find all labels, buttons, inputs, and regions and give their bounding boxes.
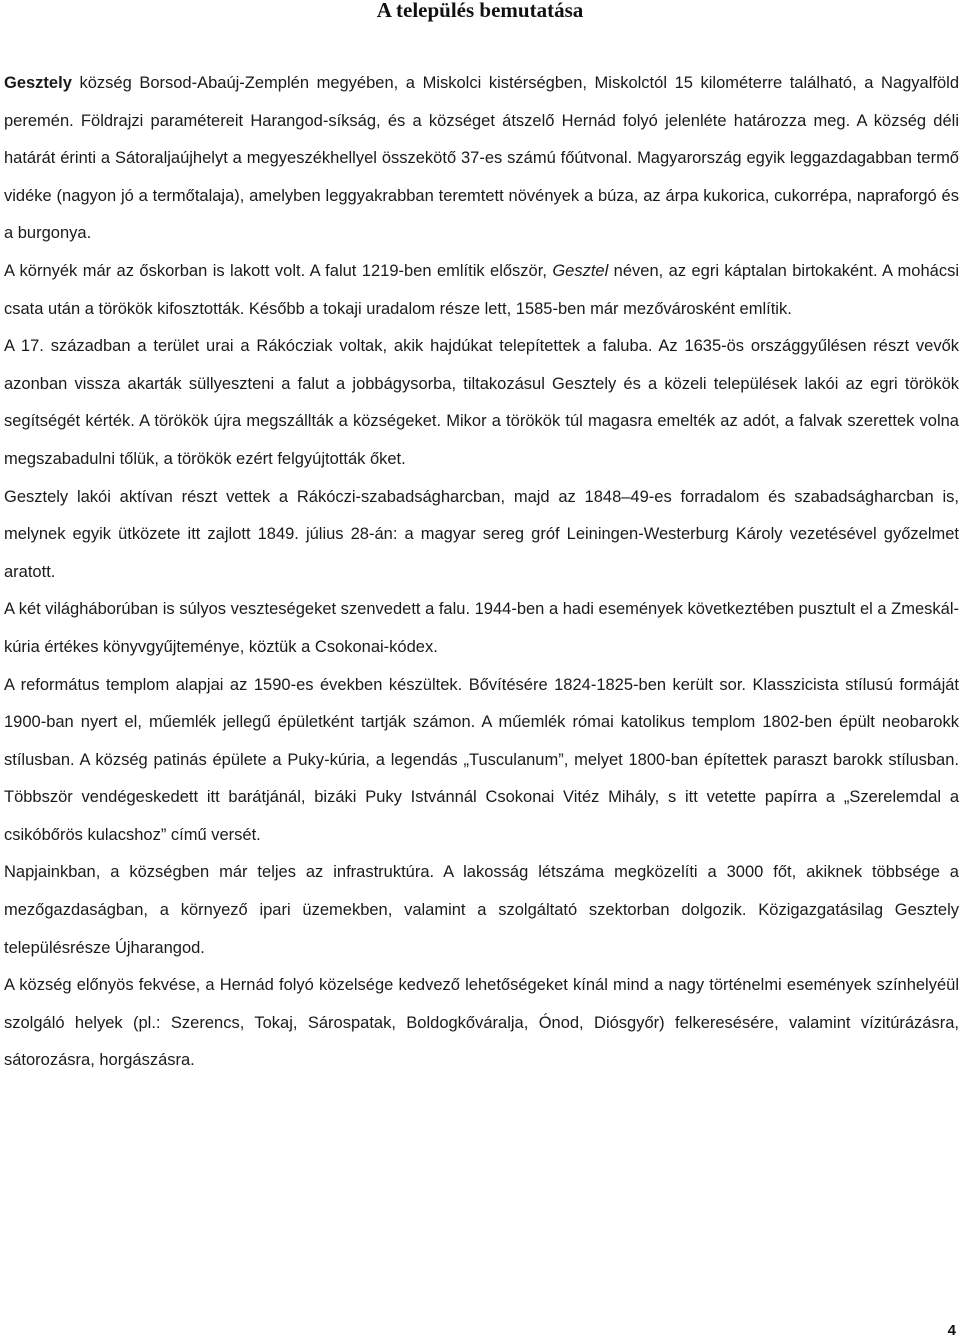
paragraph-intro-bold-lead: Gesztely [4,74,72,92]
paragraph-intro-text: község Borsod-Abaúj-Zemplén megyében, a Miskolci kistérségben, Miskolctól 15 kilométerre található, a Nagyalföld peremén. Földrajzi paramétereit Harangod-síkság, és a községet átszelő Hernád folyó jelenléte határozza meg. A község déli határát érinti a Sátoraljaújhelyt a megyeszékhellyel összekötő 37-es számú főútvonal. Magyarország egyik leggazdagabban termő vidéke (nagyon jó a termőtalaja), amelyben leggyakrabban teremtett növények a búza, az árpa kukorica, cukorrépa, napraforgó és a burgonya. [4,74,959,243]
paragraph-early-history-text-1: A környék már az őskorban is lakott volt. A falut 1219-ben említik először, [4,261,553,280]
paragraph-early-history-text-2: néven, az egri káptalan birtokaként. A mohácsi csata után a törökök kifosztották. Később a tokaji uradalom része lett, 1585-ben már mezővárosként említik. [4,261,960,318]
paragraph-present-day: Napjainkban, a községben már teljes az infrastruktúra. A lakosság létszáma megközelíti a 3000 főt, akiknek többsége a mezőgazdaságban, a környező ipari üzemekben, valamint a szolgáltató szektorban dolgozik. Közigazgatásilag Gesztely településrésze Újharangod. [4,863,959,957]
paragraph-17th-century: A 17. században a terület urai a Rákócziak voltak, akik hajdúkat telepítettek a faluba. Az 1635-ös országgyűlésen részt vevők azonban vissza akarták süllyeszteni a falut a jobbágysorba, tiltakozásul Gesztely és a közeli települések lakói az egri törökök segítségét kérték. A törökök újra megszállták a községeket. Mikor a törökök túl magasra emelték az adót, a falvak szerettek volna megszabadulni tőlük, a törökök ezért felgyújtották őket. [4,337,959,468]
paragraph-early-history-italic: Gesztel [552,261,609,280]
page-title: A település bemutatása [376,0,584,22]
paragraph-location: A község előnyös fekvése, a Hernád folyó közelsége kedvező lehetőségeket kínál mind a nagy történelmi események színhelyéül szolgáló helyek (pl.: Szerencs, Tokaj, Sárospatak, Boldogkőváralja, Ónod, Diósgyőr) felkeresésére, valamint vízitúrázásra, sátorozásra, horgászásra. [4,976,959,1070]
paragraph-monuments: A református templom alapjai az 1590-es években készültek. Bővítésére 1824-1825-ben került sor. Klasszicista stílusú formáját 1900-ban nyert el, műemlék jellegű épületként tartják számon. A műemlék római katolikus templom 1802-ben épült neobarokk stílusban. A község patinás épülete a Puky-kúria, a legendás „Tusculanum”, melyet 1800-ban építettek paraszt barokk stílusban. Többször vendégeskedett itt barátjánál, bizáki Puky Istvánnál Csokonai Vitéz Mihály, s itt vetette papírra a „Szerelemdal a csikóbőrös kulacshoz” című versét. [4,675,959,844]
paragraph-freedom-fights: Gesztely lakói aktívan részt vettek a Rákóczi-szabadságharcban, majd az 1848–49-es forradalom és szabadságharcban is, melynek egyik ütközete itt zajlott 1849. július 28-án: a magyar sereg gróf Leiningen-Westerburg Károly vezetésével győzelmet aratott. [4,487,959,581]
paragraph-world-wars: A két világháborúban is súlyos veszteségeket szenvedett a falu. 1944-ben a hadi események következtében pusztult el a Zmeskál-kúria értékes könyvgyűjteménye, köztük a Csokonai-kódex. [4,600,959,656]
document-body [4,65,959,1080]
page-number: 4 [947,1322,956,1339]
paragraph-early-history [4,253,959,328]
paragraph-intro [4,65,959,253]
